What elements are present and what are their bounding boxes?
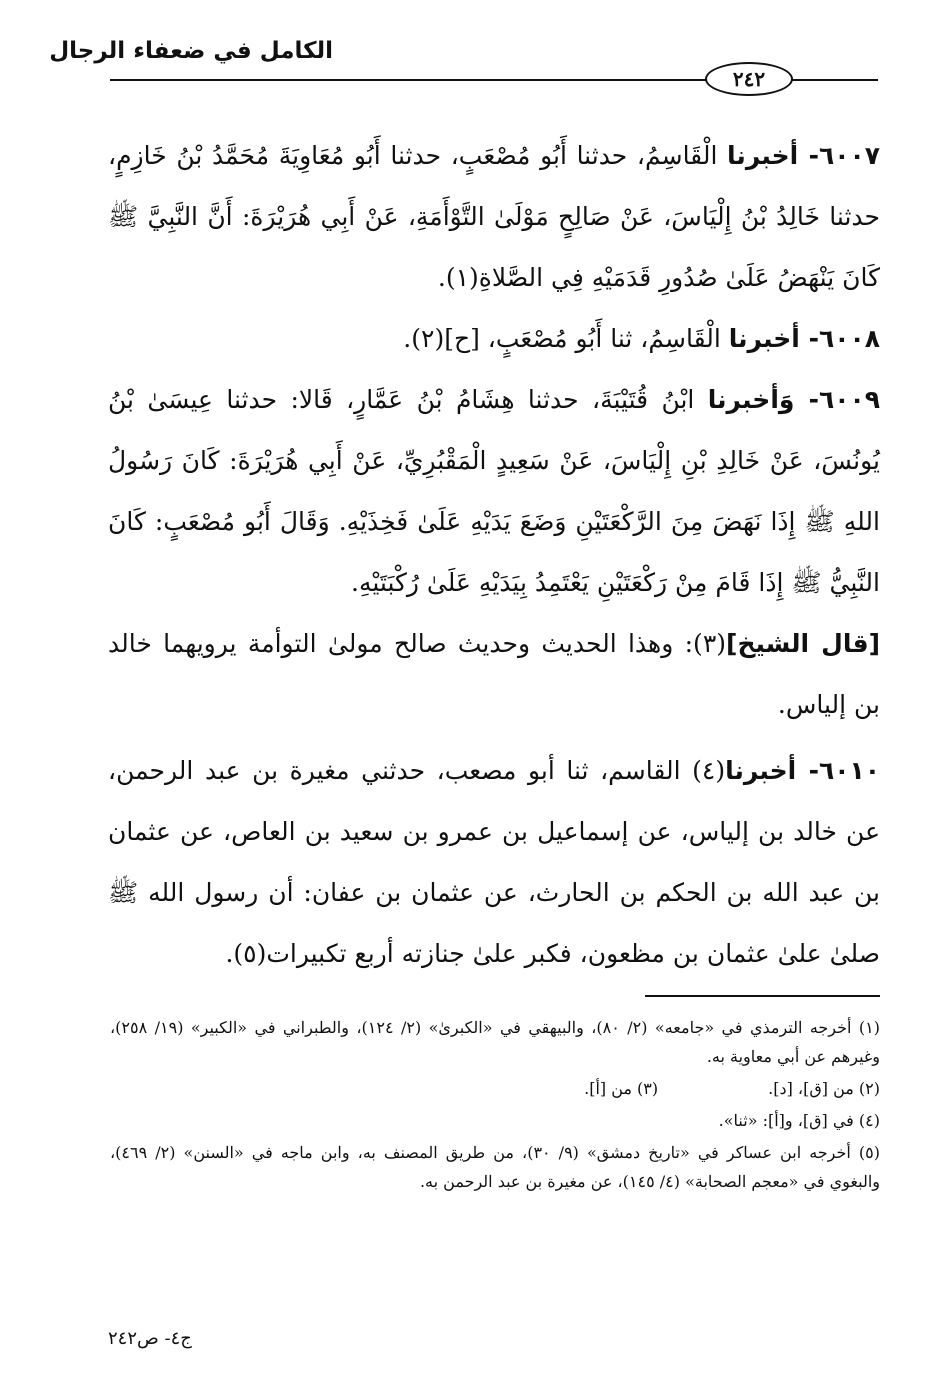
hadith-6009 bbox=[108, 369, 880, 613]
sheikh-comment bbox=[108, 613, 880, 735]
footnote-4: (٤) في [ق]، و[أ]: «ثنا». bbox=[718, 1111, 880, 1130]
hadith-lead: ٦٠٠٨- أخبرنا bbox=[728, 324, 880, 353]
footnotes bbox=[110, 1013, 880, 1199]
running-header-title: الكامل في ضعفاء الرجال bbox=[49, 38, 333, 64]
page-number-badge: ٢٤٢ bbox=[705, 62, 793, 96]
hadith-lead: ٦٠١٠- أخبرنا bbox=[725, 756, 880, 785]
hadith-lead: ٦٠٠٩- وَأخبرنا bbox=[707, 385, 880, 414]
hadith-text: الْقَاسِمُ، حدثنا أَبُو مُصْعَبٍ، حدثنا أَبُو مُعَاوِيَةَ مُحَمَّدُ بْنُ خَازِمٍ، حدثنا خَالِدُ بْنُ إِلْيَاسَ، عَنْ صَالِحٍ مَوْلَىٰ التَّوْأَمَةِ، عَنْ أَبِي هُرَيْرَةَ: أَنَّ النَّبِيَّ ﷺ كَانَ يَنْهَضُ عَلَىٰ صُدُورِ قَدَمَيْهِ فِي الصَّلاةِ(١). bbox=[108, 141, 880, 292]
hadith-6008 bbox=[108, 308, 880, 369]
comment-text: (٣): وهذا الحديث وحديث صالح مولىٰ التوأمة يرويهما خالد بن إلياس. bbox=[108, 629, 880, 719]
main-text bbox=[108, 125, 880, 984]
hadith-6010 bbox=[108, 740, 880, 984]
footnote-3: (٣) من [أ]. bbox=[584, 1079, 659, 1098]
hadith-text: ابْنُ قُتَيْبَةَ، حدثنا هِشَامُ بْنُ عَمَّارٍ، قَالا: حدثنا عِيسَىٰ بْنُ يُونُسَ، عَنْ خَالِدِ بْنِ إِلْيَاسَ، عَنْ سَعِيدٍ الْمَقْبُرِيِّ، عَنْ أَبِي هُرَيْرَةَ: كَانَ رَسُولُ اللهِ ﷺ إِذَا نَهَضَ مِنَ الرَّكْعَتَيْنِ وَضَعَ يَدَيْهِ عَلَىٰ فَخِذَيْهِ. وَقَالَ أَبُو مُصْعَبٍ: كَانَ النَّبِيُّ ﷺ إِذَا قَامَ مِنْ رَكْعَتَيْنِ يَعْتَمِدُ بِيَدَيْهِ عَلَىٰ رُكْبَتَيْهِ. bbox=[108, 385, 880, 597]
hadith-lead: ٦٠٠٧- أخبرنا bbox=[727, 141, 880, 170]
footnote-5: (٥) أخرجه ابن عساكر في «تاريخ دمشق» (٩/ ٣٠)، من طريق المصنف به، وابن ماجه في «السنن» (٢/ ٤٦٩)، والبغوي في «معجم الصحابة» (٤/ ١٤٥)، عن مغيرة بن عبد الرحمن به. bbox=[110, 1143, 880, 1191]
hadith-text: الْقَاسِمُ، ثنا أَبُو مُصْعَبٍ، [ح](٢). bbox=[403, 324, 729, 353]
footnote-1: (١) أخرجه الترمذي في «جامعه» (٢/ ٨٠)، والبيهقي في «الكبرىٰ» (٢/ ١٢٤)، والطبراني في «الكبير» (١٩/ ٢٥٨)، وغيرهم عن أبي معاوية به. bbox=[110, 1018, 880, 1066]
footnote-separator bbox=[645, 995, 880, 997]
volume-page-reference: ج٤- ص٢٤٢ bbox=[108, 1328, 192, 1349]
footnotes-2-3 bbox=[110, 1074, 880, 1103]
hadith-6007 bbox=[108, 125, 880, 308]
comment-lead: [قال الشيخ] bbox=[726, 629, 881, 658]
hadith-text: (٤) القاسم، ثنا أبو مصعب، حدثني مغيرة بن عبد الرحمن، عن خالد بن إلياس، عن إسماعيل بن عمرو بن سعيد بن العاص، عن عثمان بن عبد الله بن الحكم بن الحارث، عن عثمان بن عفان: أن رسول الله ﷺ صلىٰ علىٰ عثمان بن مظعون، فكبر علىٰ جنازته أربع تكبيرات(٥). bbox=[108, 756, 880, 968]
footnote-2: (٢) من [ق]، [د]. bbox=[768, 1079, 880, 1098]
